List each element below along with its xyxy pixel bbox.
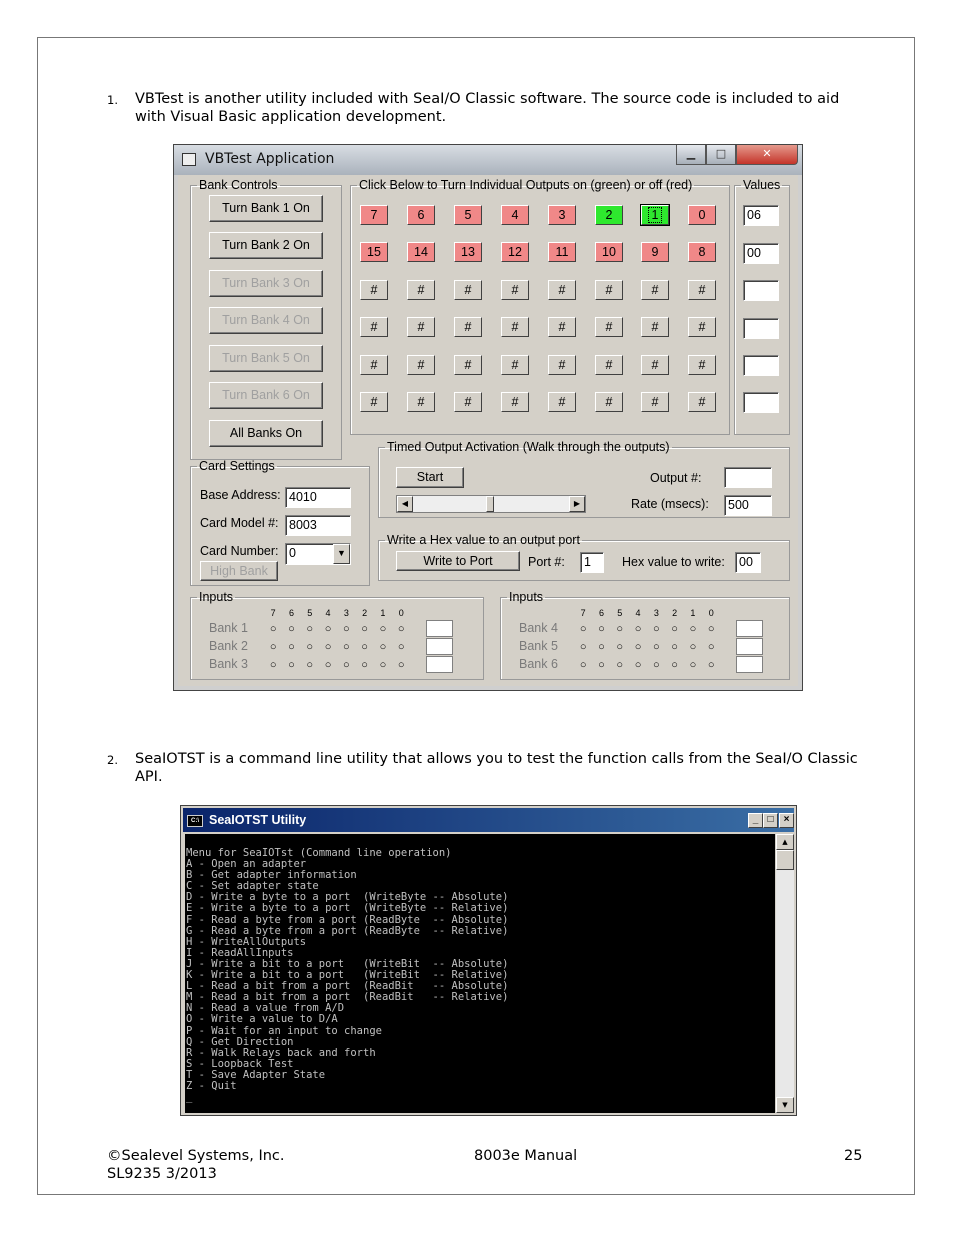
console-icon: C:\ — [187, 815, 203, 827]
led-icon: ○ — [653, 659, 660, 671]
output-button-label: # — [370, 283, 378, 297]
item-1-line-2: with Visual Basic application development. — [135, 109, 447, 125]
bit-label: 4 — [325, 608, 331, 618]
output-button-label: # — [651, 320, 659, 334]
led-icon: ○ — [634, 659, 642, 671]
console-line: G - Read a byte from a port (ReadByte -- Relative) — [186, 924, 509, 937]
output-button-label: # — [605, 395, 613, 409]
led-icon: ○ — [707, 659, 715, 671]
console-line: N - Read a value from A/D — [186, 1002, 345, 1015]
output-button-label: # — [417, 283, 425, 297]
output-button-label: # — [558, 320, 566, 334]
console-line: _ — [186, 1091, 193, 1104]
led-icon: ○ — [361, 641, 368, 653]
output-number-label: Output #: — [650, 471, 702, 485]
output-button-placeholder[interactable] — [688, 392, 716, 412]
console-line: O - Write a value to D/A — [186, 1013, 338, 1026]
output-button-8[interactable] — [688, 242, 716, 262]
bit-label: 0 — [708, 608, 714, 618]
output-button-label: 4 — [511, 208, 519, 222]
bit-label: 2 — [362, 608, 368, 618]
output-button-label: # — [370, 358, 378, 372]
bit-label: 6 — [288, 608, 294, 618]
led-icon: ○ — [689, 623, 697, 635]
led-icon: ○ — [653, 623, 660, 635]
led-icon: ○ — [616, 641, 624, 653]
output-button-15[interactable] — [360, 242, 388, 262]
hex-value-input[interactable]: 00 — [735, 552, 761, 573]
output-button-label: # — [464, 358, 472, 372]
output-button-label: 5 — [464, 208, 472, 222]
item-2-number: 2. — [107, 753, 118, 767]
led-icon: ○ — [397, 623, 405, 635]
scroll-down-icon[interactable]: ▼ — [776, 1097, 794, 1113]
item-2 — [107, 750, 907, 790]
output-button-label: # — [698, 320, 706, 334]
item-1-number: 1. — [107, 93, 118, 107]
output-button-label: 12 — [508, 245, 522, 259]
output-button-placeholder[interactable] — [454, 355, 482, 375]
output-button-label: # — [417, 395, 425, 409]
output-button-label: # — [698, 358, 706, 372]
led-icon: ○ — [306, 659, 314, 671]
led-icon: ○ — [671, 659, 678, 671]
output-button-label: 1 — [649, 208, 662, 222]
led-icon: ○ — [634, 623, 642, 635]
bit-label: 1 — [690, 608, 696, 618]
output-button-label: # — [511, 395, 519, 409]
output-button-placeholder[interactable] — [641, 280, 669, 300]
bank-button-6[interactable]: Turn Bank 6 On — [209, 382, 323, 409]
input-value-box — [736, 656, 763, 673]
output-button-label: 13 — [461, 245, 475, 259]
led-icon: ○ — [579, 623, 587, 635]
output-button-label: # — [511, 283, 519, 297]
console-line: P - Wait for an input to change — [186, 1024, 382, 1037]
value-box-5[interactable] — [743, 355, 779, 376]
write-to-port-button[interactable]: Write to Port — [396, 551, 520, 571]
value-box-1[interactable]: 06 — [743, 205, 779, 226]
bit-label: 2 — [672, 608, 678, 618]
console-line: Z - Quit — [186, 1079, 237, 1092]
output-button-label: 2 — [605, 208, 613, 222]
console-line: B - Get adapter information — [186, 869, 357, 882]
footer-manual: 8003e Manual — [474, 1148, 578, 1164]
bit-label: 3 — [653, 608, 659, 618]
led-icon: ○ — [269, 641, 277, 653]
input-leds — [264, 639, 410, 653]
output-button-label: 10 — [602, 245, 616, 259]
output-button-label: # — [464, 283, 472, 297]
port-number-label: Port #: — [528, 555, 565, 569]
console-output[interactable] — [185, 834, 775, 1113]
console-line: J - Write a bit to a port (WriteBit -- Absolute) — [186, 957, 509, 970]
timed-output-legend: Timed Output Activation (Walk through the outputs) — [387, 440, 670, 454]
led-icon: ○ — [306, 641, 314, 653]
bit-label: 7 — [270, 608, 276, 618]
value-box-4[interactable] — [743, 318, 779, 339]
output-button-label: 8 — [698, 245, 706, 259]
bank-input-label: Bank 1 — [209, 621, 248, 635]
console-line: R - Walk Relays back and forth — [186, 1046, 376, 1059]
input-value-box — [736, 620, 763, 637]
output-button-3[interactable] — [548, 205, 576, 225]
output-button-label: # — [605, 283, 613, 297]
card-settings-legend: Card Settings — [199, 459, 275, 473]
led-icon: ○ — [653, 641, 660, 653]
input-value-box — [426, 656, 453, 673]
led-icon: ○ — [598, 659, 605, 671]
slider-thumb[interactable] — [486, 496, 494, 512]
led-icon: ○ — [579, 641, 587, 653]
output-button-11[interactable] — [548, 242, 576, 262]
start-button[interactable]: Start — [396, 467, 464, 488]
chevron-down-icon[interactable]: ▼ — [333, 544, 350, 564]
bank-button-5[interactable]: Turn Bank 5 On — [209, 345, 323, 372]
vbtest-client — [178, 175, 798, 686]
bit-label: 7 — [580, 608, 586, 618]
output-button-placeholder[interactable] — [501, 355, 529, 375]
bit-labels — [264, 608, 410, 618]
led-icon: ○ — [343, 641, 350, 653]
console-line: D - Write a byte to a port (WriteByte -- Absolute) — [186, 891, 509, 904]
led-icon: ○ — [579, 659, 587, 671]
output-button-placeholder[interactable] — [595, 392, 623, 412]
console-line: C - Set adapter state — [186, 880, 319, 893]
output-button-placeholder[interactable] — [595, 317, 623, 337]
scroll-left-icon[interactable]: ◀ — [397, 496, 413, 512]
card-number-select[interactable] — [285, 543, 351, 565]
output-button-placeholder[interactable] — [595, 355, 623, 375]
output-button-label: # — [605, 358, 613, 372]
console-line: K - Write a bit to a port (WriteBit -- Relative) — [186, 969, 509, 982]
output-button-5[interactable] — [454, 205, 482, 225]
output-button-0[interactable] — [688, 205, 716, 225]
output-button-label: 9 — [651, 245, 659, 259]
output-button-placeholder[interactable] — [641, 392, 669, 412]
minimize-icon[interactable]: _ — [748, 813, 763, 828]
output-button-label: 6 — [417, 208, 425, 222]
led-icon: ○ — [288, 641, 295, 653]
led-icon: ○ — [343, 623, 350, 635]
console-line: L - Read a bit from a port (ReadBit -- Absolute) — [186, 980, 509, 993]
led-icon: ○ — [288, 623, 295, 635]
output-button-7[interactable] — [360, 205, 388, 225]
output-button-10[interactable] — [595, 242, 623, 262]
bank-input-label: Bank 6 — [519, 657, 558, 671]
bit-label: 0 — [398, 608, 404, 618]
rate-input[interactable]: 500 — [724, 495, 772, 516]
led-icon: ○ — [343, 659, 350, 671]
output-button-label: # — [464, 395, 472, 409]
output-button-placeholder[interactable] — [501, 280, 529, 300]
console-line: Menu for SeaIOTst (Command line operation) — [186, 847, 452, 859]
port-number-input[interactable]: 1 — [580, 552, 604, 573]
inputs-left-legend: Inputs — [199, 590, 234, 604]
input-leds — [264, 621, 410, 635]
input-leds — [574, 621, 720, 635]
led-icon: ○ — [361, 659, 368, 671]
output-button-placeholder[interactable] — [407, 317, 435, 337]
output-button-placeholder[interactable] — [501, 392, 529, 412]
output-button-label: # — [651, 283, 659, 297]
led-icon: ○ — [306, 623, 314, 635]
bank-button-3[interactable]: Turn Bank 3 On — [209, 270, 323, 297]
bit-label: 5 — [307, 608, 313, 618]
output-button-placeholder[interactable] — [548, 317, 576, 337]
output-button-placeholder[interactable] — [360, 280, 388, 300]
output-button-placeholder[interactable] — [454, 392, 482, 412]
base-address-label: Base Address: — [200, 488, 281, 502]
led-icon: ○ — [616, 623, 624, 635]
console-scrollbar[interactable] — [776, 834, 794, 1113]
bit-label: 3 — [343, 608, 349, 618]
output-number-input[interactable] — [724, 467, 772, 488]
led-icon: ○ — [707, 641, 715, 653]
input-value-box — [426, 620, 453, 637]
output-button-label: # — [558, 283, 566, 297]
led-icon: ○ — [397, 659, 405, 671]
item-1 — [107, 90, 907, 130]
led-icon: ○ — [379, 641, 387, 653]
output-button-label: # — [370, 320, 378, 334]
output-button-placeholder[interactable] — [641, 317, 669, 337]
output-button-label: # — [698, 395, 706, 409]
output-button-placeholder[interactable] — [407, 355, 435, 375]
console-line: Q - Get Direction — [186, 1035, 294, 1048]
item-1-line-1: VBTest is another utility included with SeaI/O Classic software. The source code is included to aid — [135, 91, 840, 107]
output-button-placeholder[interactable] — [407, 280, 435, 300]
rate-label: Rate (msecs): — [631, 497, 709, 511]
output-button-label: 3 — [558, 208, 566, 222]
led-icon: ○ — [671, 641, 678, 653]
output-button-label: # — [370, 395, 378, 409]
close-icon[interactable]: ✕ — [736, 145, 798, 165]
value-box-6[interactable] — [743, 392, 779, 413]
scroll-up-icon[interactable]: ▲ — [776, 834, 794, 850]
output-button-placeholder[interactable] — [360, 355, 388, 375]
bit-label: 5 — [617, 608, 623, 618]
seaiotst-title: SeaIOTST Utility — [209, 813, 307, 827]
led-icon: ○ — [324, 659, 332, 671]
output-button-placeholder[interactable] — [595, 280, 623, 300]
output-button-13[interactable] — [454, 242, 482, 262]
output-button-label: 11 — [555, 245, 569, 259]
led-icon: ○ — [324, 641, 332, 653]
output-button-placeholder[interactable] — [548, 355, 576, 375]
output-button-14[interactable] — [407, 242, 435, 262]
bank-input-label: Bank 2 — [209, 639, 248, 653]
led-icon: ○ — [269, 623, 277, 635]
footer-doc-id: SL9235 3/2013 — [107, 1166, 217, 1182]
led-icon: ○ — [288, 659, 295, 671]
output-button-placeholder[interactable] — [688, 280, 716, 300]
output-button-placeholder[interactable] — [688, 355, 716, 375]
output-button-label: # — [464, 320, 472, 334]
card-number-value: 0 — [289, 546, 296, 560]
vbtest-window — [173, 144, 803, 691]
console-line: I - ReadAllInputs — [186, 946, 294, 959]
bit-labels — [574, 608, 720, 618]
scroll-thumb[interactable] — [776, 850, 794, 870]
output-button-12[interactable] — [501, 242, 529, 262]
vbtest-title: VBTest Application — [205, 151, 335, 167]
vbtest-titlebar[interactable] — [174, 145, 802, 175]
hex-write-legend: Write a Hex value to an output port — [387, 533, 580, 547]
bank-button-4[interactable]: Turn Bank 4 On — [209, 307, 323, 334]
item-2-line-1: SeaIOTST is a command line utility that allows you to test the function calls from the SeaI/O Classic — [135, 751, 858, 767]
output-button-label: # — [651, 358, 659, 372]
bit-label: 6 — [598, 608, 604, 618]
outputs-legend: Click Below to Turn Individual Outputs on (green) or off (red) — [359, 178, 693, 192]
output-button-label: # — [558, 395, 566, 409]
output-button-placeholder[interactable] — [688, 317, 716, 337]
output-button-label: # — [511, 320, 519, 334]
led-icon: ○ — [616, 659, 624, 671]
bank-button-2[interactable]: Turn Bank 2 On — [209, 232, 323, 259]
console-line: A - Open an adapter — [186, 858, 307, 871]
console-line: T - Save Adapter State — [186, 1068, 326, 1081]
output-button-label: # — [558, 358, 566, 372]
output-button-2[interactable] — [595, 205, 623, 225]
value-box-2[interactable]: 00 — [743, 243, 779, 264]
led-icon: ○ — [598, 641, 605, 653]
input-leds — [574, 657, 720, 671]
card-model-label: Card Model #: — [200, 516, 279, 530]
led-icon: ○ — [689, 641, 697, 653]
led-icon: ○ — [324, 623, 332, 635]
bank-input-label: Bank 3 — [209, 657, 248, 671]
item-2-line-2: API. — [135, 769, 163, 785]
output-button-label: 15 — [367, 245, 381, 259]
output-button-placeholder[interactable] — [641, 355, 669, 375]
console-line: E - Write a byte to a port (WriteByte -- Relative) — [186, 902, 509, 915]
bit-label: 1 — [380, 608, 386, 618]
led-icon: ○ — [379, 623, 387, 635]
maximize-icon[interactable]: □ — [763, 813, 778, 828]
output-button-placeholder[interactable] — [501, 317, 529, 337]
bank-input-label: Bank 4 — [519, 621, 558, 635]
led-icon: ○ — [689, 659, 697, 671]
card-model-input[interactable]: 8003 — [285, 515, 351, 536]
output-button-label: # — [605, 320, 613, 334]
led-icon: ○ — [671, 623, 678, 635]
minimize-icon[interactable]: ▁ — [676, 145, 706, 165]
footer-copyright: ©Sealevel Systems, Inc. — [107, 1148, 285, 1164]
bank-button-1[interactable]: Turn Bank 1 On — [209, 195, 323, 222]
console-line: S - Loopback Test — [186, 1057, 294, 1070]
output-button-4[interactable] — [501, 205, 529, 225]
output-button-placeholder[interactable] — [454, 317, 482, 337]
value-box-3[interactable] — [743, 280, 779, 301]
input-leds — [264, 657, 410, 671]
led-icon: ○ — [598, 623, 605, 635]
hex-value-label: Hex value to write: — [622, 555, 725, 569]
led-icon: ○ — [379, 659, 387, 671]
output-button-label: # — [698, 283, 706, 297]
seaiotst-window — [180, 805, 797, 1116]
output-button-label: # — [417, 358, 425, 372]
led-icon: ○ — [634, 641, 642, 653]
scroll-right-icon[interactable]: ▶ — [569, 496, 585, 512]
input-leds — [574, 639, 720, 653]
maximize-icon[interactable]: □ — [706, 145, 736, 165]
output-button-label: 0 — [698, 208, 706, 222]
footer-page-number: 25 — [844, 1148, 863, 1164]
seaiotst-titlebar[interactable] — [183, 808, 794, 832]
bit-label: 4 — [635, 608, 641, 618]
output-button-placeholder[interactable] — [360, 317, 388, 337]
output-button-label: 14 — [414, 245, 428, 259]
console-line: F - Read a byte from a port (ReadByte -- Absolute) — [186, 913, 509, 926]
led-icon: ○ — [361, 623, 368, 635]
output-button-placeholder[interactable] — [407, 392, 435, 412]
bank-input-label: Bank 5 — [519, 639, 558, 653]
output-button-label: # — [417, 320, 425, 334]
timed-slider[interactable] — [396, 495, 586, 513]
inputs-right-legend: Inputs — [509, 590, 544, 604]
close-icon[interactable]: × — [779, 813, 794, 828]
app-icon — [182, 153, 196, 166]
output-button-placeholder[interactable] — [548, 280, 576, 300]
output-button-label: # — [511, 358, 519, 372]
output-button-6[interactable] — [407, 205, 435, 225]
led-icon: ○ — [397, 641, 405, 653]
input-value-box — [736, 638, 763, 655]
output-button-placeholder[interactable] — [360, 392, 388, 412]
input-value-box — [426, 638, 453, 655]
card-number-label: Card Number: — [200, 544, 279, 558]
console-line: M - Read a bit from a port (ReadBit -- Relative) — [186, 991, 509, 1004]
output-button-placeholder[interactable] — [548, 392, 576, 412]
output-button-label: # — [651, 395, 659, 409]
output-button-1[interactable] — [641, 205, 669, 225]
base-address-input[interactable]: 4010 — [285, 487, 351, 508]
output-button-9[interactable] — [641, 242, 669, 262]
values-legend: Values — [743, 178, 781, 192]
led-icon: ○ — [269, 659, 277, 671]
bank-button-7[interactable]: All Banks On — [209, 420, 323, 447]
bank-controls-legend: Bank Controls — [199, 178, 278, 192]
console-line: H - WriteAllOutputs — [186, 935, 307, 948]
output-button-label: 7 — [370, 208, 378, 222]
output-button-placeholder[interactable] — [454, 280, 482, 300]
led-icon: ○ — [707, 623, 715, 635]
high-bank-button[interactable]: High Bank — [200, 561, 278, 581]
